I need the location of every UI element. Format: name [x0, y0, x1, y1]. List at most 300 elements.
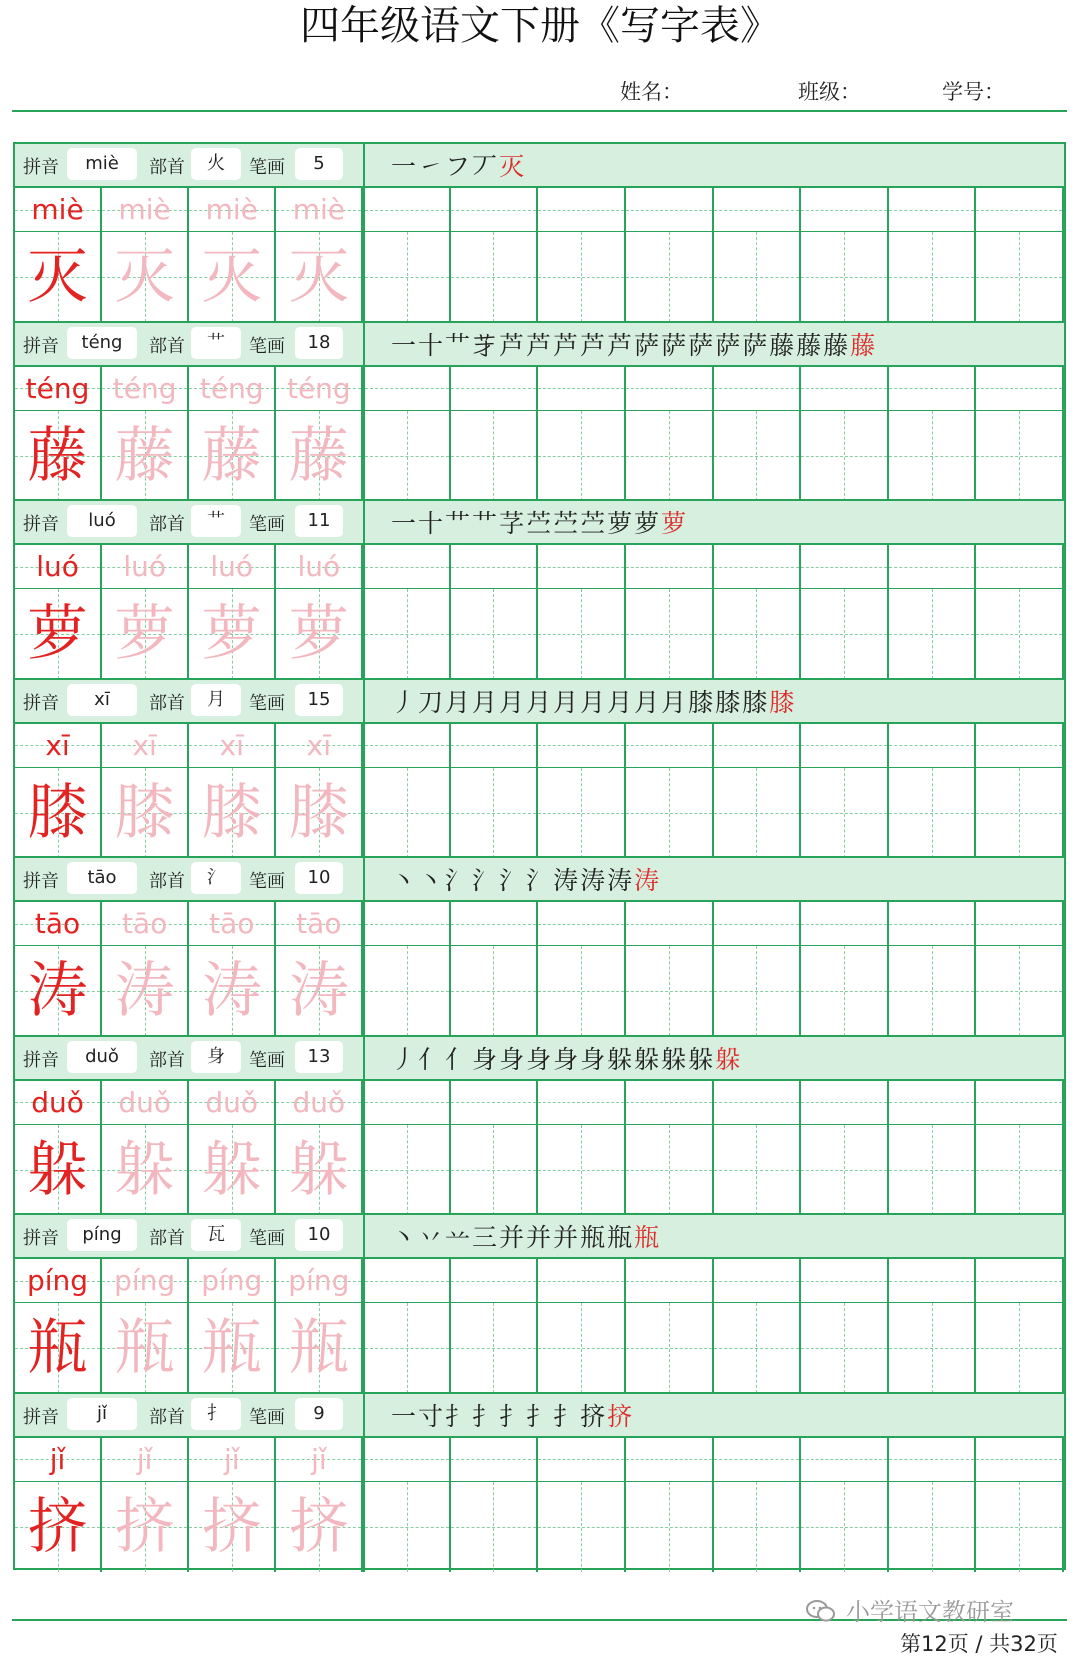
character-practice-cell[interactable] [538, 946, 626, 1036]
pinyin-model-cell [15, 724, 102, 768]
character-practice-cell[interactable] [976, 589, 1064, 679]
stroke-order-sequence [391, 1218, 661, 1254]
strokes-label: 笔画 [249, 514, 285, 535]
character-practice-cell[interactable] [976, 768, 1064, 858]
stroke-step: 𦬁 [472, 330, 500, 360]
pinyin-practice-cell[interactable] [801, 545, 889, 589]
radical-label: 部首 [149, 692, 185, 714]
pinyin-trace-cell [276, 902, 363, 946]
character-practice-cell[interactable] [363, 1125, 451, 1215]
pinyin-practice-cell[interactable] [714, 188, 802, 232]
pinyin-trace-cell [276, 367, 363, 411]
pinyin-practice-cell[interactable] [626, 724, 714, 768]
character-practice-cell[interactable] [626, 1303, 714, 1393]
pinyin-practice-cell[interactable] [801, 188, 889, 232]
character-trace: 萝 [288, 599, 349, 669]
pinyin-trace: luó [297, 550, 341, 583]
pinyin-practice-cell[interactable] [626, 902, 714, 946]
pinyin-practice-cell[interactable] [801, 902, 889, 946]
stroke-step: 藤 [850, 330, 878, 360]
character-trace: 躲 [288, 1134, 349, 1205]
stroke-step: 萨 [661, 330, 689, 360]
pinyin-value: píng [67, 1219, 137, 1251]
pinyin-model-cell [15, 1438, 102, 1482]
stroke-step: 丶 [418, 866, 446, 895]
watermark: 小学语文教研室 [846, 1598, 1014, 1626]
pinyin-trace: píng [114, 1264, 176, 1297]
character-trace-cell [276, 946, 363, 1036]
pinyin-trace-cell [102, 724, 189, 768]
pinyin-trace-cell [102, 1081, 189, 1125]
stroke-order-panel [363, 1037, 1063, 1079]
pinyin-practice-cell[interactable] [714, 1259, 802, 1303]
pinyin-trace: tāo [296, 907, 342, 940]
character-practice-cell[interactable] [889, 946, 977, 1036]
pinyin-label: 拼音 [23, 1049, 59, 1071]
character-trace: 萝 [201, 599, 262, 669]
character-practice-cell[interactable] [889, 232, 977, 322]
character-practice-cell[interactable] [626, 232, 714, 322]
pinyin-practice-cell[interactable] [451, 367, 539, 411]
stroke-order-sequence [391, 861, 661, 897]
stroke-step: 瓶 [634, 1223, 662, 1252]
stroke-step: 躲 [634, 1044, 662, 1074]
pinyin-practice-cell[interactable] [363, 902, 451, 946]
pinyin-practice-cell[interactable] [538, 902, 626, 946]
stroke-step: 月 [499, 687, 527, 717]
entry-info-row [15, 1394, 1064, 1438]
stroke-step: 氵 [499, 866, 527, 895]
stroke-step: 并 [526, 1223, 554, 1252]
character-model: 挤 [27, 1491, 88, 1562]
stroke-order-sequence [391, 1397, 634, 1433]
character-practice-cell[interactable] [626, 1125, 714, 1215]
pinyin-practice-cell[interactable] [538, 545, 626, 589]
stroke-order-panel [363, 858, 1063, 900]
stroke-step: 一 [391, 152, 419, 181]
radical-label: 部首 [149, 871, 185, 892]
character-practice-cell[interactable] [801, 946, 889, 1036]
character-practice-cell[interactable] [451, 946, 539, 1036]
pinyin-practice-cell[interactable] [889, 188, 977, 232]
stroke-step: 挤 [580, 1401, 608, 1431]
pinyin-practice-cell[interactable] [801, 1259, 889, 1303]
character-practice-cell[interactable] [976, 232, 1064, 322]
pinyin-value: luó [67, 505, 137, 537]
pinyin-trace-cell [189, 188, 276, 232]
character-practice-cell[interactable] [801, 1125, 889, 1215]
stroke-step: 月 [472, 687, 500, 717]
radical-value: 氵 [191, 862, 241, 894]
pinyin-model: tāo [34, 907, 81, 940]
character-practice-cell[interactable] [801, 1482, 889, 1572]
character-practice-cell[interactable] [976, 1482, 1064, 1572]
pinyin-trace-cell [189, 545, 276, 589]
stroke-step: 身 [526, 1044, 554, 1074]
pinyin-trace-cell [276, 1438, 363, 1482]
stroke-step: 身 [499, 1044, 527, 1074]
stroke-step: 艹 [445, 509, 473, 538]
stroke-step: 氵 [526, 866, 554, 895]
entry-meta [15, 323, 363, 365]
entry-info-row [15, 858, 1064, 902]
page-title: 四年级语文下册《写字表》 [300, 3, 780, 49]
pinyin-practice-cell[interactable] [451, 724, 539, 768]
pinyin-label: 拼音 [23, 1228, 59, 1249]
character-trace-cell [189, 589, 276, 679]
stroke-step: 十 [418, 330, 446, 360]
pinyin-trace: tāo [122, 907, 168, 940]
pinyin-practice-cell[interactable] [363, 367, 451, 411]
pinyin-practice-cell[interactable] [538, 724, 626, 768]
character-entry [15, 858, 1064, 1037]
pinyin-label: 拼音 [23, 1406, 59, 1428]
character-practice-cell[interactable] [889, 411, 977, 501]
strokes-value: 13 [295, 1041, 343, 1073]
pinyin-practice-cell[interactable] [889, 1081, 977, 1125]
pinyin-practice-cell[interactable] [976, 367, 1064, 411]
pinyin-practice-cell[interactable] [714, 545, 802, 589]
character-practice-cell[interactable] [714, 1482, 802, 1572]
character-practice-cell[interactable] [889, 1125, 977, 1215]
entry-meta [15, 1215, 363, 1257]
character-trace: 灭 [114, 242, 175, 312]
character-trace-cell [102, 1482, 189, 1572]
stroke-step: 丶 [391, 1223, 419, 1252]
pinyin-practice-cell[interactable] [363, 724, 451, 768]
character-practice-cell[interactable] [363, 768, 451, 858]
character-trace-cell [276, 411, 363, 501]
character-practice-cell[interactable] [714, 1303, 802, 1393]
entry-info-row [15, 501, 1064, 545]
radical-value: 艹 [191, 327, 241, 359]
character-practice-cell[interactable] [451, 1303, 539, 1393]
pinyin-practice-cell[interactable] [889, 1438, 977, 1482]
character-practice-cell[interactable] [363, 411, 451, 501]
character-practice-cell[interactable] [538, 1482, 626, 1572]
stroke-step: 氵 [472, 866, 500, 895]
character-practice-cell[interactable] [538, 768, 626, 858]
pinyin-trace: jǐ [223, 1442, 240, 1476]
stroke-step: 氵 [445, 866, 473, 895]
stroke-step: 藤 [769, 330, 797, 360]
character-practice-cell[interactable] [626, 589, 714, 679]
character-practice-cell[interactable] [714, 589, 802, 679]
strokes-value: 10 [295, 1219, 343, 1251]
stroke-step: 扌 [472, 1401, 500, 1431]
pinyin-trace-cell [189, 1438, 276, 1482]
character-trace-cell [189, 232, 276, 322]
pinyin-trace: xī [132, 728, 157, 762]
pinyin-label: 拼音 [23, 335, 59, 357]
pinyin-practice-cell[interactable] [626, 1259, 714, 1303]
stroke-step: 萨 [688, 330, 716, 360]
stroke-step: 月 [634, 687, 662, 717]
pinyin-practice-cell[interactable] [801, 1081, 889, 1125]
stroke-step: 膝 [688, 687, 716, 717]
character-practice-cell[interactable] [714, 1125, 802, 1215]
pinyin-practice-cell[interactable] [976, 1081, 1064, 1125]
pinyin-trace: píng [288, 1264, 350, 1297]
pinyin-practice-cell[interactable] [538, 188, 626, 232]
character-practice-cell[interactable] [451, 232, 539, 322]
character-model: 躲 [27, 1134, 88, 1205]
pinyin-practice-cell[interactable] [538, 1081, 626, 1125]
pinyin-practice-cell[interactable] [451, 1438, 539, 1482]
pinyin-trace: píng [201, 1264, 263, 1297]
character-trace-cell [189, 1125, 276, 1215]
stroke-order-panel [363, 680, 1063, 722]
character-practice-cell[interactable] [714, 411, 802, 501]
pinyin-practice-cell[interactable] [889, 1259, 977, 1303]
character-entry [15, 1394, 1064, 1573]
strokes-value: 9 [295, 1398, 343, 1430]
stroke-step: 涛 [607, 866, 635, 895]
pinyin-practice-cell[interactable] [363, 1259, 451, 1303]
character-practice-cell[interactable] [626, 768, 714, 858]
character-trace-cell [189, 1482, 276, 1572]
pinyin-label: 拼音 [23, 692, 59, 714]
name-field-label: 姓名： [620, 80, 683, 104]
character-practice-cell[interactable] [538, 589, 626, 679]
stroke-step: 十 [418, 509, 446, 538]
pinyin-trace: tāo [209, 907, 255, 940]
character-trace: 涛 [288, 956, 349, 1026]
pinyin-practice-cell[interactable] [714, 1081, 802, 1125]
character-practice-cell[interactable] [538, 411, 626, 501]
pinyin-practice-cell[interactable] [976, 724, 1064, 768]
character-trace-cell [276, 1482, 363, 1572]
pinyin-practice-cell[interactable] [363, 1081, 451, 1125]
pinyin-practice-cell[interactable] [363, 545, 451, 589]
stroke-order-sequence [391, 1040, 742, 1076]
character-practice-cell[interactable] [451, 1482, 539, 1572]
stroke-step: 丿 [391, 1044, 419, 1074]
pinyin-trace-cell [276, 188, 363, 232]
character-practice-cell[interactable] [801, 589, 889, 679]
stroke-step: 亻 [445, 1044, 473, 1074]
entry-info-row [15, 1037, 1064, 1081]
pinyin-trace-cell [102, 367, 189, 411]
stroke-step: 涛 [553, 866, 581, 895]
pinyin-practice-cell[interactable] [451, 545, 539, 589]
character-practice-cell[interactable] [538, 1125, 626, 1215]
character-trace-cell [276, 1303, 363, 1393]
pinyin-practice-cell[interactable] [451, 188, 539, 232]
pinyin-practice-cell[interactable] [976, 1259, 1064, 1303]
pinyin-practice-cell[interactable] [538, 1259, 626, 1303]
stroke-order-panel [363, 323, 1063, 365]
pinyin-value: téng [67, 327, 137, 359]
character-model-cell [15, 1303, 102, 1393]
character-practice-cell[interactable] [626, 1482, 714, 1572]
radical-label: 部首 [149, 1228, 185, 1249]
stroke-step: 扌 [526, 1401, 554, 1431]
pinyin-model: duǒ [31, 1085, 84, 1119]
radical-value: 瓦 [191, 1219, 241, 1251]
character-practice-cell[interactable] [889, 1482, 977, 1572]
character-practice-cell[interactable] [976, 1303, 1064, 1393]
character-entry [15, 1037, 1064, 1216]
pinyin-practice-cell[interactable] [451, 1259, 539, 1303]
character-model: 藤 [27, 420, 88, 491]
stroke-order-sequence [391, 683, 796, 719]
pinyin-practice-cell[interactable] [714, 724, 802, 768]
character-practice-cell[interactable] [363, 1482, 451, 1572]
character-entry [15, 323, 1064, 502]
writing-grid [15, 545, 1064, 680]
pinyin-model: miè [31, 193, 84, 226]
character-practice-cell[interactable] [714, 768, 802, 858]
pinyin-trace: miè [292, 193, 345, 226]
character-entry [15, 1215, 1064, 1394]
pinyin-practice-cell[interactable] [538, 367, 626, 411]
character-practice-cell[interactable] [451, 768, 539, 858]
pinyin-label: 拼音 [23, 871, 59, 892]
pinyin-label: 拼音 [23, 157, 59, 178]
stroke-step: 丆 [472, 152, 500, 181]
pinyin-practice-cell[interactable] [801, 367, 889, 411]
pinyin-practice-cell[interactable] [626, 545, 714, 589]
pinyin-practice-cell[interactable] [626, 367, 714, 411]
pinyin-practice-cell[interactable] [976, 545, 1064, 589]
stroke-step: 芦 [499, 330, 527, 360]
character-practice-cell[interactable] [976, 946, 1064, 1036]
character-practice-cell[interactable] [363, 232, 451, 322]
radical-value: 身 [191, 1041, 241, 1073]
character-practice-cell[interactable] [976, 1125, 1064, 1215]
stroke-step: 芦 [607, 330, 635, 360]
pinyin-trace-cell [102, 902, 189, 946]
pinyin-practice-cell[interactable] [714, 367, 802, 411]
character-trace: 膝 [201, 777, 262, 848]
pinyin-practice-cell[interactable] [976, 902, 1064, 946]
character-practice-cell[interactable] [801, 232, 889, 322]
stroke-step: 苎 [580, 509, 608, 538]
class-field-label: 班级： [798, 80, 861, 104]
entry-info-row [15, 323, 1064, 367]
stroke-step: 身 [553, 1044, 581, 1074]
pinyin-trace-cell [189, 724, 276, 768]
entry-info-row [15, 1215, 1064, 1259]
character-practice-cell[interactable] [538, 1303, 626, 1393]
character-model-cell [15, 589, 102, 679]
character-practice-cell[interactable] [889, 768, 977, 858]
character-model-cell [15, 768, 102, 858]
pinyin-label: 拼音 [23, 514, 59, 535]
stroke-step: 膝 [715, 687, 743, 717]
stroke-step: 躲 [715, 1044, 743, 1074]
character-practice-cell[interactable] [801, 1303, 889, 1393]
pinyin-practice-cell[interactable] [889, 902, 977, 946]
character-trace-cell [189, 946, 276, 1036]
character-practice-cell[interactable] [451, 1125, 539, 1215]
character-practice-cell[interactable] [714, 232, 802, 322]
character-practice-cell[interactable] [538, 232, 626, 322]
stroke-step: 艹 [445, 330, 473, 360]
character-practice-cell[interactable] [363, 589, 451, 679]
pinyin-practice-cell[interactable] [626, 188, 714, 232]
stroke-step: 涛 [634, 866, 662, 895]
stroke-step: 躲 [688, 1044, 716, 1074]
character-practice-cell[interactable] [363, 1303, 451, 1393]
pinyin-trace-cell [102, 1259, 189, 1303]
character-trace-cell [276, 232, 363, 322]
student-number-field-label: 学号： [942, 80, 1005, 104]
radical-value: 月 [191, 684, 241, 716]
pinyin-practice-cell[interactable] [889, 545, 977, 589]
character-trace-cell [102, 946, 189, 1036]
character-trace: 涛 [114, 956, 175, 1026]
character-practice-cell[interactable] [451, 411, 539, 501]
stroke-step: 瓶 [580, 1223, 608, 1252]
stroke-step: 躲 [661, 1044, 689, 1074]
character-trace-cell [102, 1125, 189, 1215]
pinyin-practice-cell[interactable] [714, 902, 802, 946]
character-practice-cell[interactable] [626, 411, 714, 501]
pinyin-practice-cell[interactable] [976, 1438, 1064, 1482]
pinyin-model: téng [25, 371, 90, 405]
pinyin-practice-cell[interactable] [889, 367, 977, 411]
character-practice-cell[interactable] [801, 411, 889, 501]
character-trace: 躲 [201, 1134, 262, 1205]
character-model: 涛 [27, 956, 88, 1026]
stroke-step: 身 [472, 1044, 500, 1074]
character-trace-cell [276, 589, 363, 679]
entry-meta [15, 680, 363, 722]
character-practice-cell[interactable] [889, 1303, 977, 1393]
character-trace-cell [102, 411, 189, 501]
pinyin-practice-cell[interactable] [626, 1438, 714, 1482]
character-practice-cell[interactable] [801, 768, 889, 858]
character-practice-cell[interactable] [976, 411, 1064, 501]
pinyin-practice-cell[interactable] [889, 724, 977, 768]
pinyin-practice-cell[interactable] [626, 1081, 714, 1125]
header-divider [12, 110, 1067, 112]
stroke-step: 扌 [553, 1401, 581, 1431]
character-trace: 挤 [288, 1491, 349, 1562]
character-practice-cell[interactable] [363, 946, 451, 1036]
pinyin-trace: xī [219, 728, 244, 762]
pinyin-practice-cell[interactable] [451, 1081, 539, 1125]
pinyin-practice-cell[interactable] [801, 1438, 889, 1482]
character-practice-cell[interactable] [451, 589, 539, 679]
character-practice-cell[interactable] [626, 946, 714, 1036]
pinyin-practice-cell[interactable] [801, 724, 889, 768]
pinyin-practice-cell[interactable] [714, 1438, 802, 1482]
pinyin-practice-cell[interactable] [538, 1438, 626, 1482]
pinyin-value: xī [67, 684, 137, 716]
character-model-cell [15, 1482, 102, 1572]
pinyin-trace-cell [189, 367, 276, 411]
character-trace-cell [189, 1303, 276, 1393]
pinyin-value: miè [67, 148, 137, 180]
pinyin-practice-cell[interactable] [363, 1438, 451, 1482]
strokes-value: 5 [295, 148, 343, 180]
pinyin-trace: miè [118, 193, 171, 226]
pinyin-model: píng [27, 1264, 89, 1297]
strokes-label: 笔画 [249, 1049, 285, 1071]
pinyin-trace-cell [276, 545, 363, 589]
pinyin-practice-cell[interactable] [976, 188, 1064, 232]
character-practice-cell[interactable] [889, 589, 977, 679]
radical-value: 扌 [191, 1398, 241, 1430]
pinyin-model-cell [15, 1259, 102, 1303]
pinyin-practice-cell[interactable] [451, 902, 539, 946]
character-practice-cell[interactable] [714, 946, 802, 1036]
pinyin-practice-cell[interactable] [363, 188, 451, 232]
strokes-value: 11 [295, 505, 343, 537]
